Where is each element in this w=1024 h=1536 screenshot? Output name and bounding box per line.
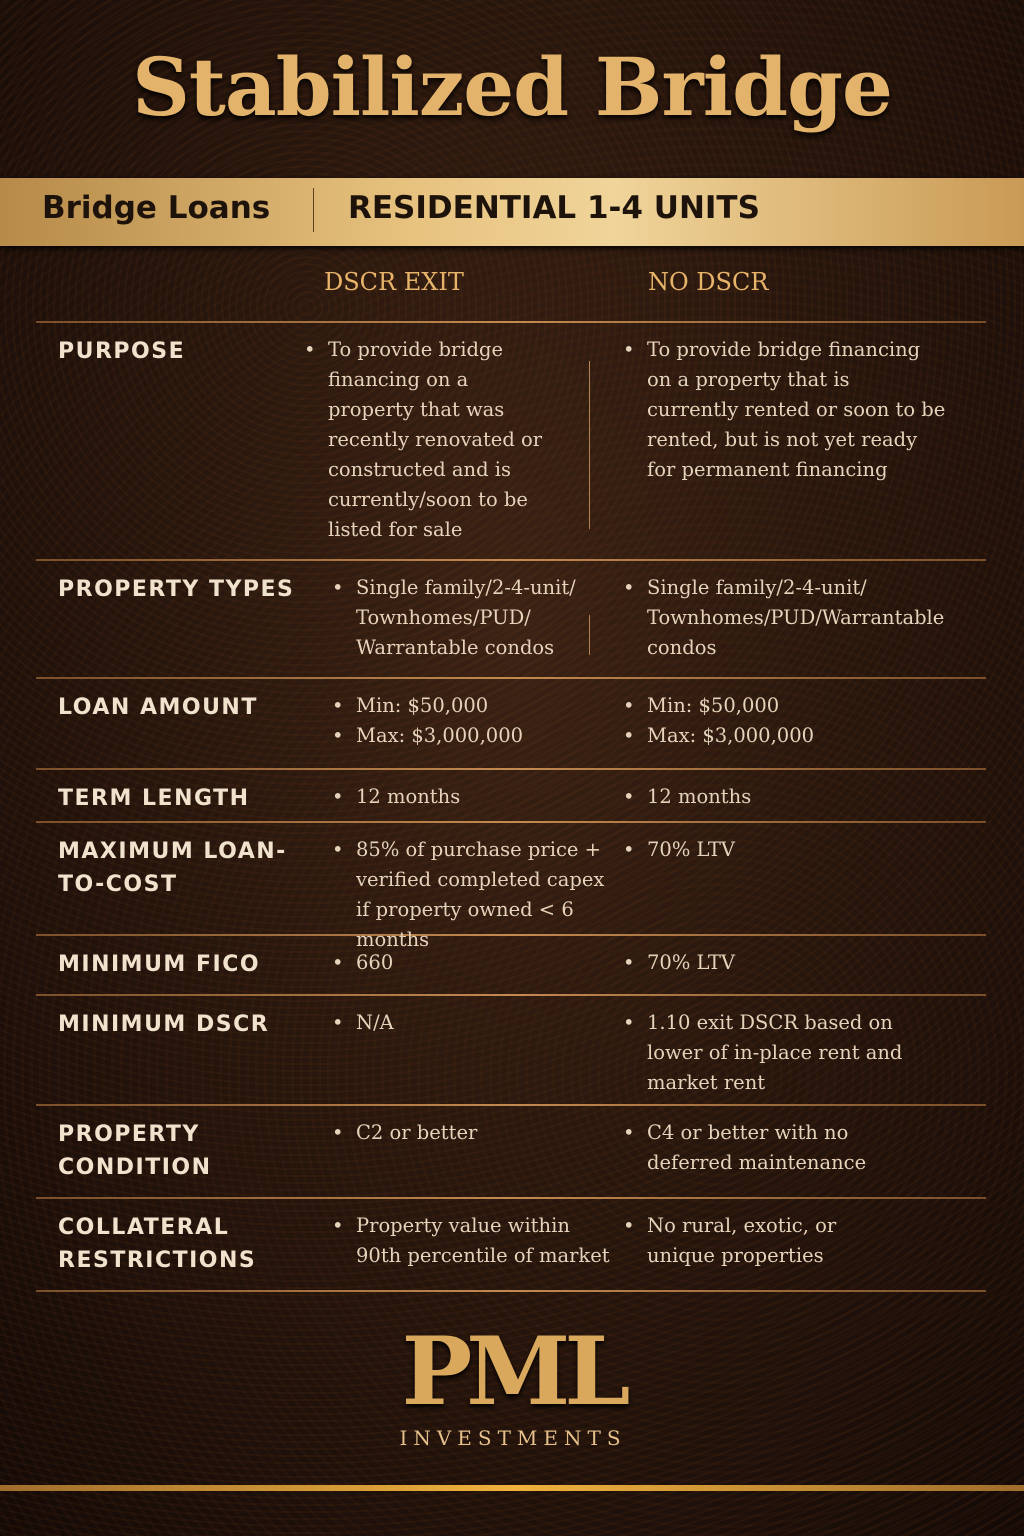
row-label: COLLATERAL RESTRICTIONS xyxy=(58,1215,257,1273)
table-row xyxy=(0,559,1024,677)
dscr-exit-cell xyxy=(356,573,596,663)
band-left-label: Bridge Loans xyxy=(42,190,271,226)
no-dscr-cell xyxy=(647,573,945,663)
row-label: PURPOSE xyxy=(58,339,186,364)
bullet-item: • 70% LTV xyxy=(647,948,947,978)
bottom-rule xyxy=(0,1485,1024,1491)
dscr-exit-cell xyxy=(356,1118,596,1148)
no-dscr-cell xyxy=(647,691,947,751)
no-dscr-cell xyxy=(647,835,947,865)
table-row xyxy=(0,994,1024,1104)
no-dscr-cell xyxy=(647,1118,887,1178)
no-dscr-cell xyxy=(647,1008,917,1098)
logo-mark: PML xyxy=(401,1317,625,1427)
table-row xyxy=(0,1197,1024,1290)
column-header-dscr-exit: DSCR EXIT xyxy=(324,268,464,296)
bullet-item: • C2 or better xyxy=(356,1118,596,1148)
table-row xyxy=(0,768,1024,821)
dscr-exit-cell xyxy=(356,782,596,812)
bullet-item: • Max: $3,000,000 xyxy=(647,721,947,751)
dscr-exit-cell xyxy=(328,335,560,545)
bullet-item: • 1.10 exit DSCR based on lower of in-place rent and market rent xyxy=(647,1008,917,1098)
bullet-item: • Min: $50,000 xyxy=(356,691,596,721)
dscr-exit-cell xyxy=(356,948,596,978)
bullet-item: • 70% LTV xyxy=(647,835,947,865)
bullet-item: • 12 months xyxy=(647,782,947,812)
row-label: MAXIMUM LOAN-TO-COST xyxy=(58,839,287,897)
header-band xyxy=(0,178,1024,246)
no-dscr-cell xyxy=(647,948,947,978)
dscr-exit-cell xyxy=(356,691,596,751)
table-row xyxy=(0,821,1024,951)
table-row xyxy=(0,321,1024,559)
row-label: PROPERTY TYPES xyxy=(58,577,295,602)
table-row xyxy=(0,934,1024,994)
row-divider xyxy=(36,1290,986,1292)
bullet-item: • 85% of purchase price + verified completed capex if property owned < 6 months xyxy=(356,835,616,955)
bullet-item: • No rural, exotic, or unique properties xyxy=(647,1211,847,1271)
bullet-item: • Single family/2-4-unit/ Townhomes/PUD/ Warrantable condos xyxy=(356,573,596,663)
bullet-item: • 660 xyxy=(356,948,596,978)
bullet-item: • N/A xyxy=(356,1008,596,1038)
no-dscr-cell xyxy=(647,335,947,485)
column-header-no-dscr: NO DSCR xyxy=(648,268,769,296)
band-divider xyxy=(313,188,314,232)
pml-logo xyxy=(378,1317,648,1450)
no-dscr-cell xyxy=(647,782,947,812)
no-dscr-cell xyxy=(647,1211,847,1271)
bullet-item: • To provide bridge financing on a property that is currently rented or soon to be rented, but is not yet ready for permanent financing xyxy=(647,335,947,485)
row-label: PROPERTY CONDITION xyxy=(58,1122,212,1180)
row-label: MINIMUM FICO xyxy=(58,952,261,977)
page-title: Stabilized Bridge xyxy=(132,40,892,134)
bullet-item: • C4 or better with no deferred maintenance xyxy=(647,1118,887,1178)
bullet-item: • 12 months xyxy=(356,782,596,812)
logo-name: INVESTMENTS xyxy=(399,1426,627,1450)
bullet-item: • Max: $3,000,000 xyxy=(356,721,596,751)
bullet-item: • Min: $50,000 xyxy=(647,691,947,721)
bullet-item: • To provide bridge financing on a property that was recently renovated or constructed and is currently/soon to be listed for sale xyxy=(328,335,560,545)
band-right-label: RESIDENTIAL 1-4 UNITS xyxy=(348,190,760,226)
column-divider xyxy=(589,361,590,529)
table-row xyxy=(0,677,1024,768)
table-row xyxy=(0,1104,1024,1197)
row-label: TERM LENGTH xyxy=(58,786,250,811)
bullet-item: • Property value within 90th percentile of market xyxy=(356,1211,616,1271)
row-label: MINIMUM DSCR xyxy=(58,1012,270,1037)
column-divider xyxy=(589,615,590,655)
bullet-item: • Single family/2-4-unit/ Townhomes/PUD/Warrantable condos xyxy=(647,573,937,663)
dscr-exit-cell xyxy=(356,1211,616,1271)
row-label: LOAN AMOUNT xyxy=(58,695,258,720)
dscr-exit-cell xyxy=(356,1008,596,1038)
